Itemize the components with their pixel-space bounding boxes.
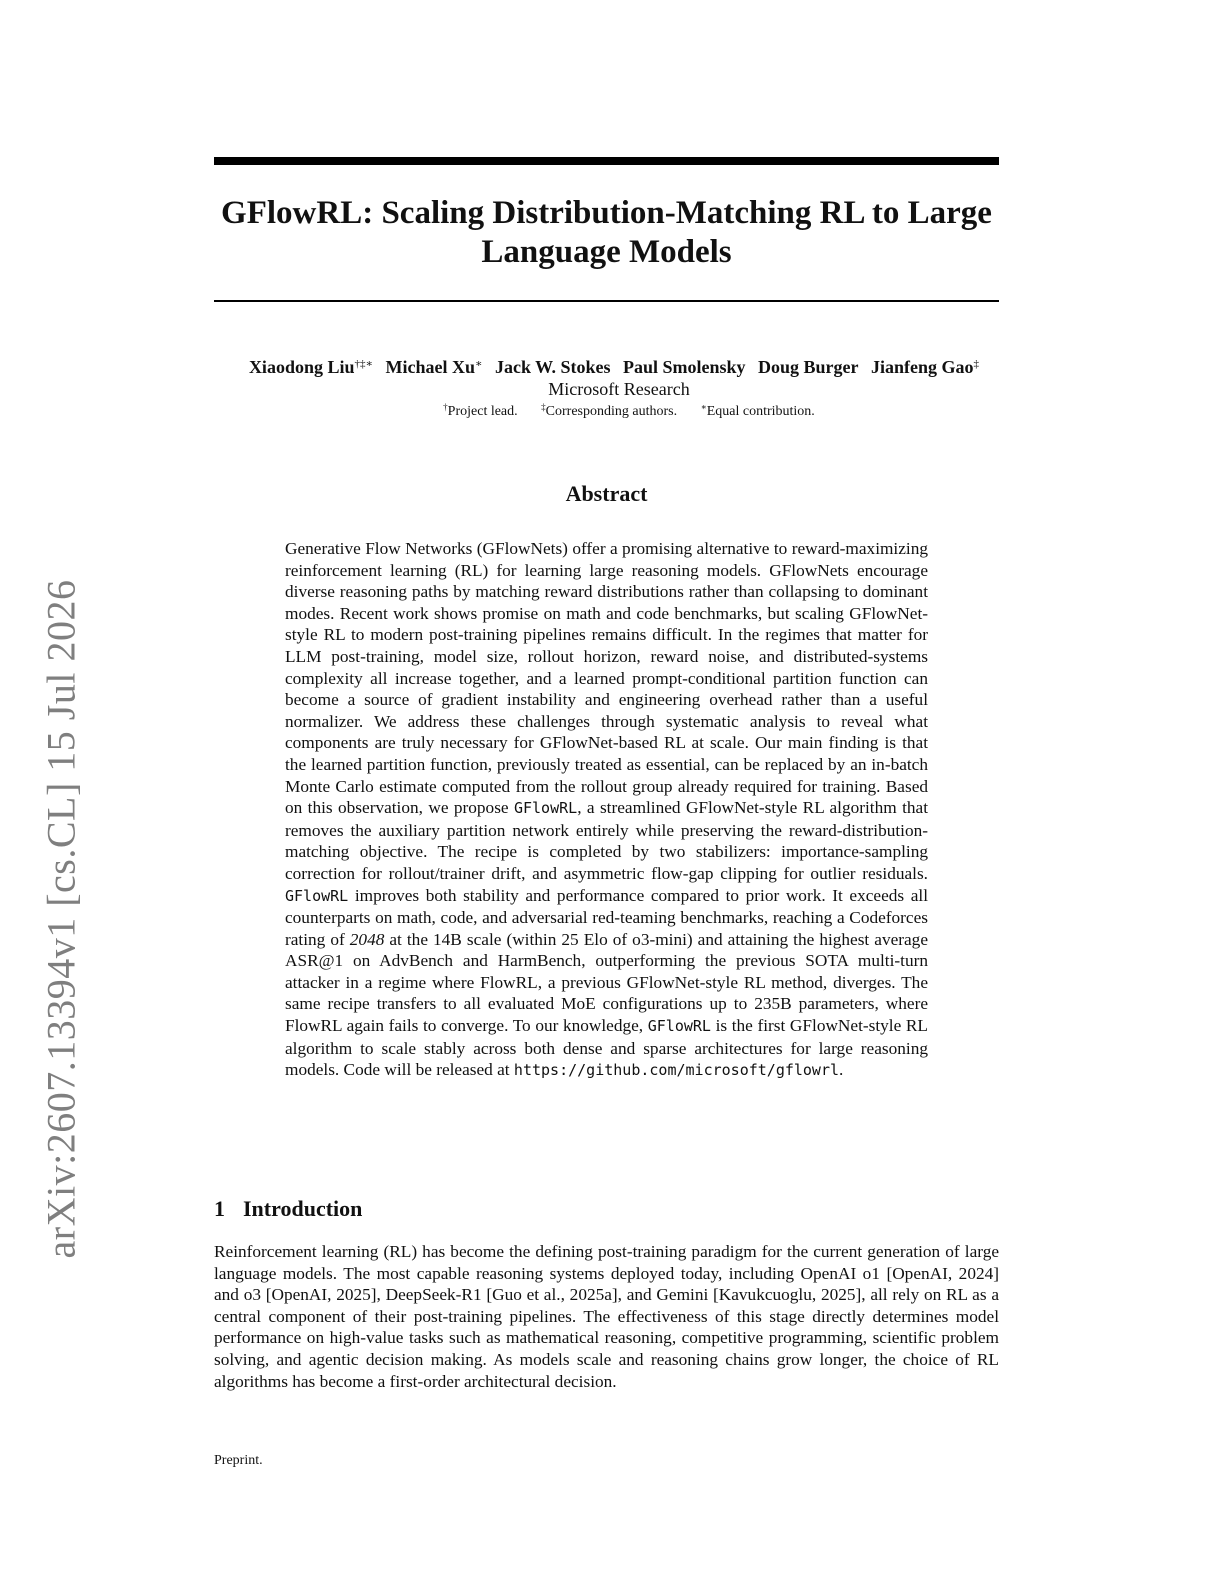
section-number: 1 bbox=[214, 1196, 225, 1221]
author-marks: ‡ bbox=[973, 358, 980, 370]
author bbox=[385, 357, 482, 377]
footnote-text: Project lead. bbox=[447, 404, 518, 419]
author bbox=[623, 357, 746, 377]
footnote-text: Corresponding authors. bbox=[545, 404, 678, 419]
abstract-segment: , a streamlined GFlowNet-style RL algorithm that removes the auxiliary partition network entirely while preserving the reward-distribution-matching objective. The recipe is completed by two stabilizers: importance-sampling correction for rollout/trainer drift, and asymmetric flow-gap clipping for outlier residuals. bbox=[285, 798, 928, 883]
footnote-mark: † bbox=[443, 402, 448, 412]
author bbox=[495, 357, 611, 377]
code-url-link[interactable]: https://github.com/microsoft/gflowrl bbox=[513, 1061, 840, 1080]
author-name: Michael Xu bbox=[385, 357, 475, 377]
section-heading bbox=[214, 1196, 362, 1222]
title-rule-bottom bbox=[214, 300, 999, 302]
affiliation: Microsoft Research bbox=[548, 379, 690, 399]
introduction-paragraph: Reinforcement learning (RL) has become the defining post-training paradigm for the current generation of large language models. The most capable reasoning systems deployed today, including OpenAI o1 [OpenAI, 2024] and o3 [OpenAI, 2025], DeepSeek-R1 [Guo et al., 2025a], and Gemini [Kavukcuoglu, 2025], all rely on RL as a central component of their post-training pipelines. The effectiveness of this stage directly determines model performance on high-value tasks such as mathematical reasoning, competitive programming, scientific problem solving, and agentic decision making. As models scale and reasoning chains grow longer, the choice of RL algorithms has become a first-order architectural decision. bbox=[214, 1242, 999, 1391]
title-rule-top bbox=[214, 157, 999, 165]
footnote-mark: ‡ bbox=[541, 402, 546, 412]
codeforces-rating: 2048 bbox=[349, 929, 385, 949]
method-name: GFlowRL bbox=[513, 799, 578, 818]
footnote-mark: ∗ bbox=[700, 402, 707, 412]
method-name: GFlowRL bbox=[647, 1017, 711, 1036]
author bbox=[249, 357, 373, 377]
abstract-heading: Abstract bbox=[565, 481, 648, 506]
author-name: Paul Smolensky bbox=[623, 357, 746, 377]
author-marks: ∗ bbox=[474, 358, 483, 370]
author-name: Doug Burger bbox=[758, 357, 859, 377]
abstract-text bbox=[285, 538, 928, 1082]
abstract-segment: Generative Flow Networks (GFlowNets) offer a promising alternative to reward-maximizing reinforcement learning (RL) for learning large reasoning models. GFlowNets encourage diverse reasoning paths by matching reward distributions rather than collapsing to dominant modes. Recent work shows promise on math and code benchmarks, but scaling GFlowNet-style RL to modern post-training pipelines remains difficult. In the regimes that matter for LLM post-training, model size, rollout horizon, reward noise, and distributed-systems complexity all increase together, and a learned prompt-conditional partition function can become a source of gradient instability and engineering overhead rather than a useful normalizer. We address these challenges through systematic analysis to reveal what components are truly necessary for GFlowNet-based RL at scale. Our main finding is that the learned partition function, previously treated as essential, can be replaced by an in-batch Monte Carlo estimate computed from the rollout group already required for training. Based on this observation, we propose bbox=[285, 539, 928, 818]
author-name: Jianfeng Gao bbox=[871, 357, 974, 377]
author-name: Jack W. Stokes bbox=[494, 357, 611, 377]
footnote-text: Equal contribution. bbox=[706, 404, 815, 419]
arxiv-identifier: arXiv:2607.13394v1 [cs.CL] 15 Jul 2026 bbox=[38, 579, 84, 1259]
author-name: Xiaodong Liu bbox=[248, 357, 355, 377]
author-list bbox=[214, 356, 1014, 378]
abstract-segment: . bbox=[839, 1060, 844, 1080]
footnote bbox=[701, 404, 815, 419]
author-footnotes bbox=[214, 403, 1044, 420]
abstract-segment: improves both stability and performance compared to prior work. It exceeds all counterparts on math, code, and adversarial red-teaming benchmarks, reaching a Codeforces rating of bbox=[285, 885, 928, 949]
author-marks: †‡∗ bbox=[354, 358, 373, 370]
title-line-2: Language Models bbox=[481, 234, 732, 270]
abstract-segment: at the 14B scale (within 25 Elo of o3-mini) and attaining the highest average ASR@1 on AdvBench and HarmBench, outperforming the previous SOTA multi-turn attacker in a regime where FlowRL, a previous GFlowNet-style RL method, diverges. The same recipe transfers to all evaluated MoE configurations up to 235B parameters, where FlowRL again fails to converge. To our knowledge, bbox=[285, 929, 928, 1036]
footnote bbox=[541, 404, 677, 419]
author bbox=[871, 357, 979, 377]
abstract-segment: is the first GFlowNet-style RL algorithm to scale stably across both dense and sparse architectures for large reasoning models. Code will be released at bbox=[285, 1016, 928, 1080]
method-name: GFlowRL bbox=[285, 886, 349, 905]
title-line-1: GFlowRL: Scaling Distribution-Matching RL to Large bbox=[221, 195, 992, 231]
footnote bbox=[443, 404, 517, 419]
page-footer: Preprint. bbox=[214, 1453, 263, 1468]
author bbox=[758, 357, 859, 377]
paper-title bbox=[214, 194, 999, 272]
section-title: Introduction bbox=[243, 1196, 363, 1221]
